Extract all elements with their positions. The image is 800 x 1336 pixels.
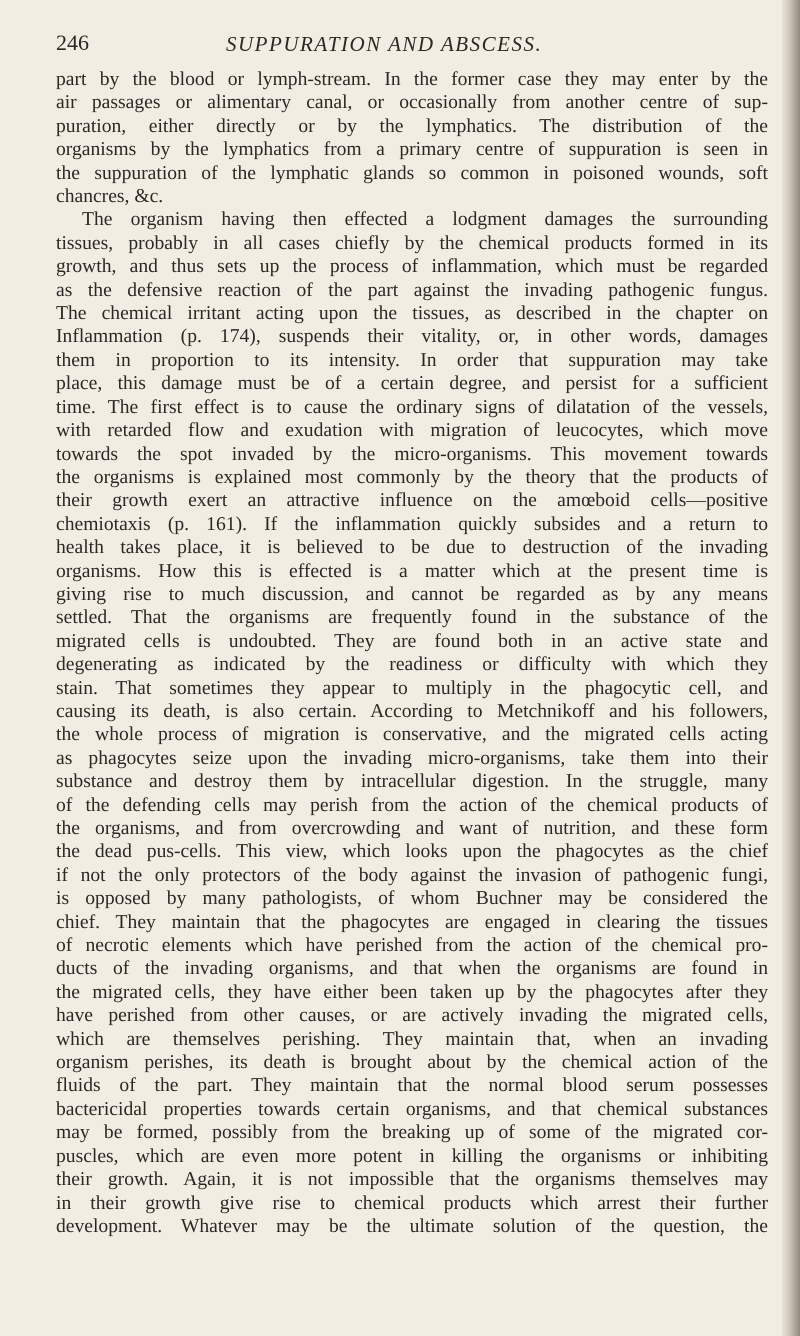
text-line: bactericidal properties towards certain organisms, and that chemical substances [56,1098,768,1120]
text-line: the organisms is explained most commonly by the theory that the products of [56,466,768,488]
text-line: organisms by the lymphatics from a primary centre of suppuration is seen in [56,139,768,161]
text-line: the suppuration of the lymphatic glands so common in poisoned wounds, soft [56,162,768,184]
text-line: in their growth give rise to chemical products which arrest their further [56,1192,768,1214]
text-line: have perished from other causes, or are actively invading the migrated cells, [56,1005,768,1027]
text-line: towards the spot invaded by the micro-organisms. This movement towards [56,443,768,465]
text-line: is opposed by many pathologists, of whom Buchner may be considered the [56,888,768,910]
text-line: puscles, which are even more potent in killing the organisms or inhibiting [56,1145,768,1167]
text-line: may be formed, possibly from the breaking up of some of the migrated cor- [56,1122,768,1144]
text-line: giving rise to much discussion, and cannot be regarded as by any means [56,583,768,605]
page-edge-shadow [782,0,800,1336]
text-line: degenerating as indicated by the readiness or difficulty with which they [56,654,768,676]
text-line: fluids of the part. They maintain that the normal blood serum possesses [56,1075,768,1097]
text-line: the dead pus-cells. This view, which looks upon the phagocytes as the chief [56,841,768,863]
text-line: air passages or alimentary canal, or occasionally from another centre of sup- [56,92,768,114]
text-line: growth, and thus sets up the process of inflammation, which must be regarded [56,256,768,278]
text-line: causing its death, is also certain. According to Metchnikoff and his followers, [56,700,768,722]
text-line: development. Whatever may be the ultimate solution of the question, the [56,1215,768,1237]
text-line: migrated cells is undoubted. They are found both in an active state and [56,630,768,652]
text-line: stain. That sometimes they appear to multiply in the phagocytic cell, and [56,677,768,699]
text-line: organism perishes, its death is brought about by the chemical action of the [56,1052,768,1074]
text-line: with retarded flow and exudation with migration of leucocytes, which move [56,420,768,442]
text-line: of necrotic elements which have perished from the action of the chemical pro- [56,935,768,957]
text-line: settled. That the organisms are frequently found in the substance of the [56,607,768,629]
text-line: chancres, &c. [56,186,164,208]
text-line: organisms. How this is effected is a matter which at the present time is [56,560,768,582]
text-line: their growth. Again, it is not impossible that the organisms themselves may [56,1169,768,1191]
text-line: chemiotaxis (p. 161). If the inflammation quickly subsides and a return to [56,513,768,535]
paragraph [56,208,768,1238]
text-line: place, this damage must be of a certain degree, and persist for a sufficient [56,373,768,395]
text-line: The organism having then effected a lodgment damages the surrounding [82,209,768,231]
text-line: substance and destroy them by intracellular digestion. In the struggle, many [56,771,768,793]
paragraph [56,68,768,208]
text-line: the whole process of migration is conservative, and the migrated cells acting [56,724,768,746]
running-head: SUPPURATION AND ABSCESS. [226,32,543,56]
text-line: of the defending cells may perish from the action of the chemical products of [56,794,768,816]
text-line: puration, either directly or by the lymphatics. The distribution of the [56,115,768,137]
text-line: as phagocytes seize upon the invading micro-organisms, take them into their [56,747,768,769]
text-line: if not the only protectors of the body against the invasion of pathogenic fungi, [56,864,768,886]
text-line: them in proportion to its intensity. In order that suppuration may take [56,349,768,371]
text-line: as the defensive reaction of the part against the invading pathogenic fungus. [56,279,768,301]
text-line: ducts of the invading organisms, and that when the organisms are found in [56,958,768,980]
text-line: the migrated cells, they have either been taken up by the phagocytes after they [56,981,768,1003]
text-line: which are themselves perishing. They maintain that, when an invading [56,1028,768,1050]
text-line: the organisms, and from overcrowding and want of nutrition, and these form [56,818,768,839]
page-header [56,30,756,58]
page-number: 246 [56,30,89,55]
text-line: their growth exert an attractive influence on the amœboid cells—positive [56,490,768,512]
text-line: health takes place, it is believed to be due to destruction of the invading [56,537,768,559]
text-line: tissues, probably in all cases chiefly by the chemical products formed in its [56,232,768,254]
body-text [56,68,768,1238]
text-line: time. The first effect is to cause the ordinary signs of dilatation of the vessels, [56,396,768,418]
text-line: Inflammation (p. 174), suspends their vitality, or, in other words, damages [56,326,768,348]
text-line: chief. They maintain that the phagocytes are engaged in clearing the tissues [56,911,768,933]
text-line: The chemical irritant acting upon the tissues, as described in the chapter on [56,303,768,325]
text-line: part by the blood or lymph-stream. In the former case they may enter by the [56,69,768,90]
